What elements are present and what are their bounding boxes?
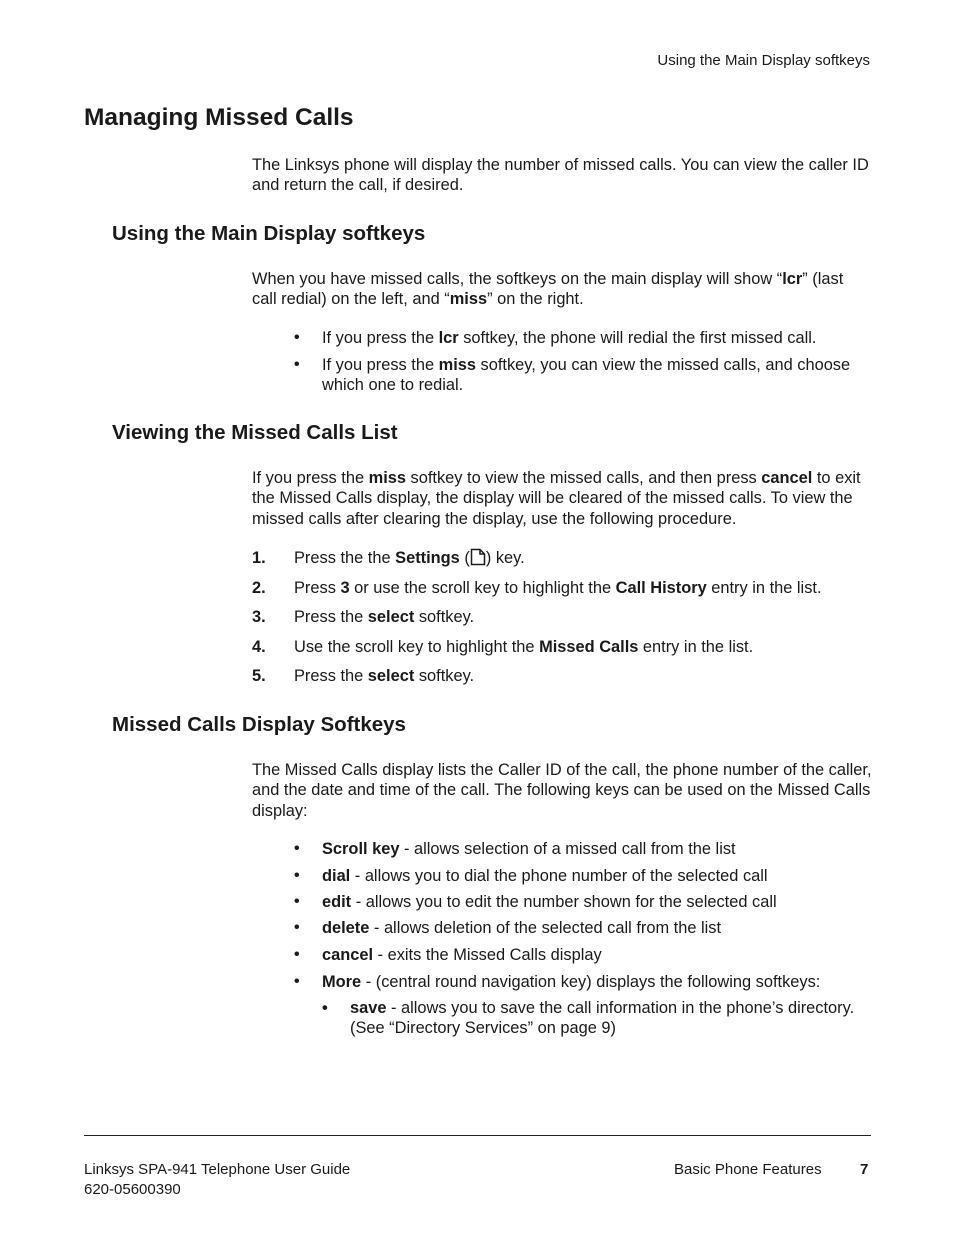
page-number: 7 bbox=[860, 1161, 869, 1178]
procedure-step: 2. Press 3 or use the scroll key to highlight the Call History entry in the list. bbox=[252, 579, 822, 597]
bullet-icon: • bbox=[294, 867, 300, 884]
list-item: • If you press the miss softkey, you can view the missed calls, and choose which one to redial. bbox=[294, 356, 851, 395]
list-item: • Scroll key - allows selection of a missed call from the list bbox=[294, 840, 736, 858]
section-heading-display-softkeys: Missed Calls Display Softkeys bbox=[112, 713, 406, 736]
settings-page-icon bbox=[470, 548, 486, 566]
footer-chapter: Basic Phone Features bbox=[674, 1161, 822, 1178]
bullet-icon: • bbox=[294, 356, 300, 373]
footer-doc-number: 620-05600390 bbox=[84, 1181, 181, 1198]
procedure-step: 4. Use the scroll key to highlight the Missed Calls entry in the list. bbox=[252, 638, 754, 656]
list-item: • delete - allows deletion of the selected call from the list bbox=[294, 919, 722, 937]
list-item: • cancel - exits the Missed Calls display bbox=[294, 946, 602, 964]
footer-guide-title: Linksys SPA-941 Telephone User Guide bbox=[84, 1161, 351, 1178]
procedure-step: 3. Press the select softkey. bbox=[252, 608, 475, 626]
procedure-step: 1. Press the the Settings ( ) key. bbox=[252, 549, 525, 567]
intro-paragraph: The Linksys phone will display the number of missed calls. You can view the caller ID and return the call, if desired. bbox=[252, 156, 869, 195]
section1-paragraph: When you have missed calls, the softkeys on the main display will show “lcr” (last call redial) on the left, and “miss” on the right. bbox=[252, 270, 844, 309]
bullet-icon: • bbox=[294, 329, 300, 346]
procedure-step: 5. Press the select softkey. bbox=[252, 667, 475, 685]
section2-paragraph: If you press the miss softkey to view the missed calls, and then press cancel to exit the Missed Calls display, the display will be cleared of the missed calls. To view the missed calls after clearing the display, use the following procedure. bbox=[252, 469, 861, 528]
bullet-icon: • bbox=[294, 919, 300, 936]
bullet-icon: • bbox=[322, 999, 328, 1017]
section-heading-main-display: Using the Main Display softkeys bbox=[112, 222, 426, 245]
bullet-icon: • bbox=[294, 840, 300, 857]
list-item: • If you press the lcr softkey, the phone will redial the first missed call. bbox=[294, 329, 817, 347]
list-item: • edit - allows you to edit the number shown for the selected call bbox=[294, 893, 777, 911]
footer-divider bbox=[84, 1135, 871, 1136]
bullet-icon: • bbox=[294, 973, 300, 990]
list-item: • dial - allows you to dial the phone number of the selected call bbox=[294, 867, 768, 885]
running-head: Using the Main Display softkeys bbox=[657, 52, 870, 69]
sub-list-item: • save - allows you to save the call information in the phone’s directory. (See “Directory Services” on page 9) bbox=[322, 999, 855, 1038]
section-heading-missed-calls-list: Viewing the Missed Calls List bbox=[112, 421, 398, 444]
bullet-icon: • bbox=[294, 893, 300, 910]
list-item: • More - (central round navigation key) displays the following softkeys: bbox=[294, 973, 821, 991]
section3-paragraph: The Missed Calls display lists the Caller ID of the call, the phone number of the caller, and the date and time of the call. The following keys can be used on the Missed Calls display: bbox=[252, 761, 872, 820]
page-title: Managing Missed Calls bbox=[84, 104, 354, 131]
bullet-icon: • bbox=[294, 946, 300, 963]
